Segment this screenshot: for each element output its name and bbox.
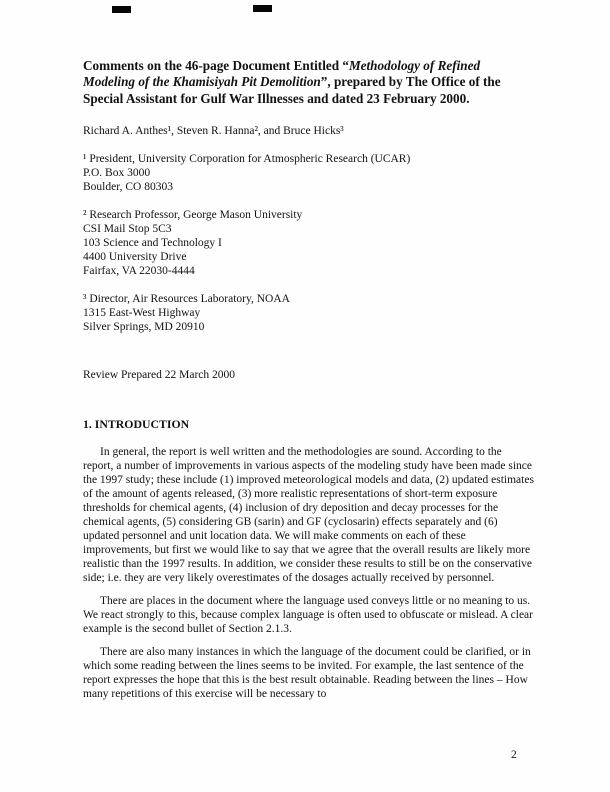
scan-artifact-mark-left <box>112 6 131 13</box>
paragraph-2: There are places in the document where the language used conveys little or no meaning to us. We react strongly to this, because complex language is often used to obfuscate or mislead. A clear example is the second bullet of Section 2.1.3. <box>83 595 533 636</box>
affiliation-3 <box>83 292 534 334</box>
affiliation-1-line-1: ¹ President, University Corporation for Atmospheric Research (UCAR) <box>83 153 411 166</box>
title-suffix: ”, prepared by The Office of the Special Assistant for Gulf War Illnesses and dated 23 February 2000. <box>83 74 501 106</box>
affiliation-2-line-2: CSI Mail Stop 5C3 <box>83 223 172 236</box>
affiliation-2-line-1: ² Research Professor, George Mason University <box>83 209 303 222</box>
affiliation-2 <box>83 208 534 278</box>
authors-line: Richard A. Anthes¹, Steven R. Hanna², and Bruce Hicks³ <box>83 125 344 138</box>
affiliation-2-line-4: 4400 University Drive <box>83 251 187 264</box>
paragraph-1: In general, the report is well written and the methodologies are sound. According to the report, a number of improvements in various aspects of the modeling study have been made since the 1997 study; these include (1) improved meteorological models and data, (2) updated estimates of the amount of agents released, (3) more realistic representations of short-term exposure thresholds for chemical agents, (4) inclusion of dry deposition and decay processes for the chemical agents, (5) considering GB (sarin) and GF (cyclosarin) effects separately and (6) updated personnel and unit location data. We will make comments on each of these improvements, but first we would like to say that we agree that the overall results are likely more realistic than the 1997 results. In addition, we consider these results to still be on the conservative side; i.e. they are very likely overestimates of the dosages actually received by personnel. <box>83 446 534 585</box>
title-document-name: Methodology of Refined Modeling of the Khamisiyah Pit Demolition <box>83 58 481 90</box>
affiliation-1-line-2: P.O. Box 3000 <box>83 167 151 180</box>
affiliation-3-line-2: 1315 East-West Highway <box>83 307 201 320</box>
title-prefix: Comments on the 46-page Document Entitled “ <box>83 58 349 73</box>
review-date: Review Prepared 22 March 2000 <box>83 369 236 382</box>
affiliation-1-line-3: Boulder, CO 80303 <box>83 181 173 194</box>
document-content <box>83 58 534 701</box>
affiliation-3-line-1: ³ Director, Air Resources Laboratory, NOAA <box>83 293 290 306</box>
affiliation-3-line-3: Silver Springs, MD 20910 <box>83 321 205 334</box>
affiliation-1 <box>83 152 534 194</box>
document-title <box>83 58 534 107</box>
affiliation-2-line-3: 103 Science and Technology I <box>83 237 222 250</box>
page-number: 2 <box>511 749 517 761</box>
affiliation-2-line-5: Fairfax, VA 22030-4444 <box>83 265 195 278</box>
scan-artifact-mark-right <box>253 5 272 12</box>
section-heading-introduction: 1. INTRODUCTION <box>83 417 190 432</box>
paragraph-3: There are also many instances in which the language of the document could be clarified, or in which some reading between the lines seems to be invited. For example, the last sentence of the report expresses the hope that this is the best result obtainable. Reading between the lines – How many repetitions of this exercise will be necessary to <box>83 646 531 701</box>
